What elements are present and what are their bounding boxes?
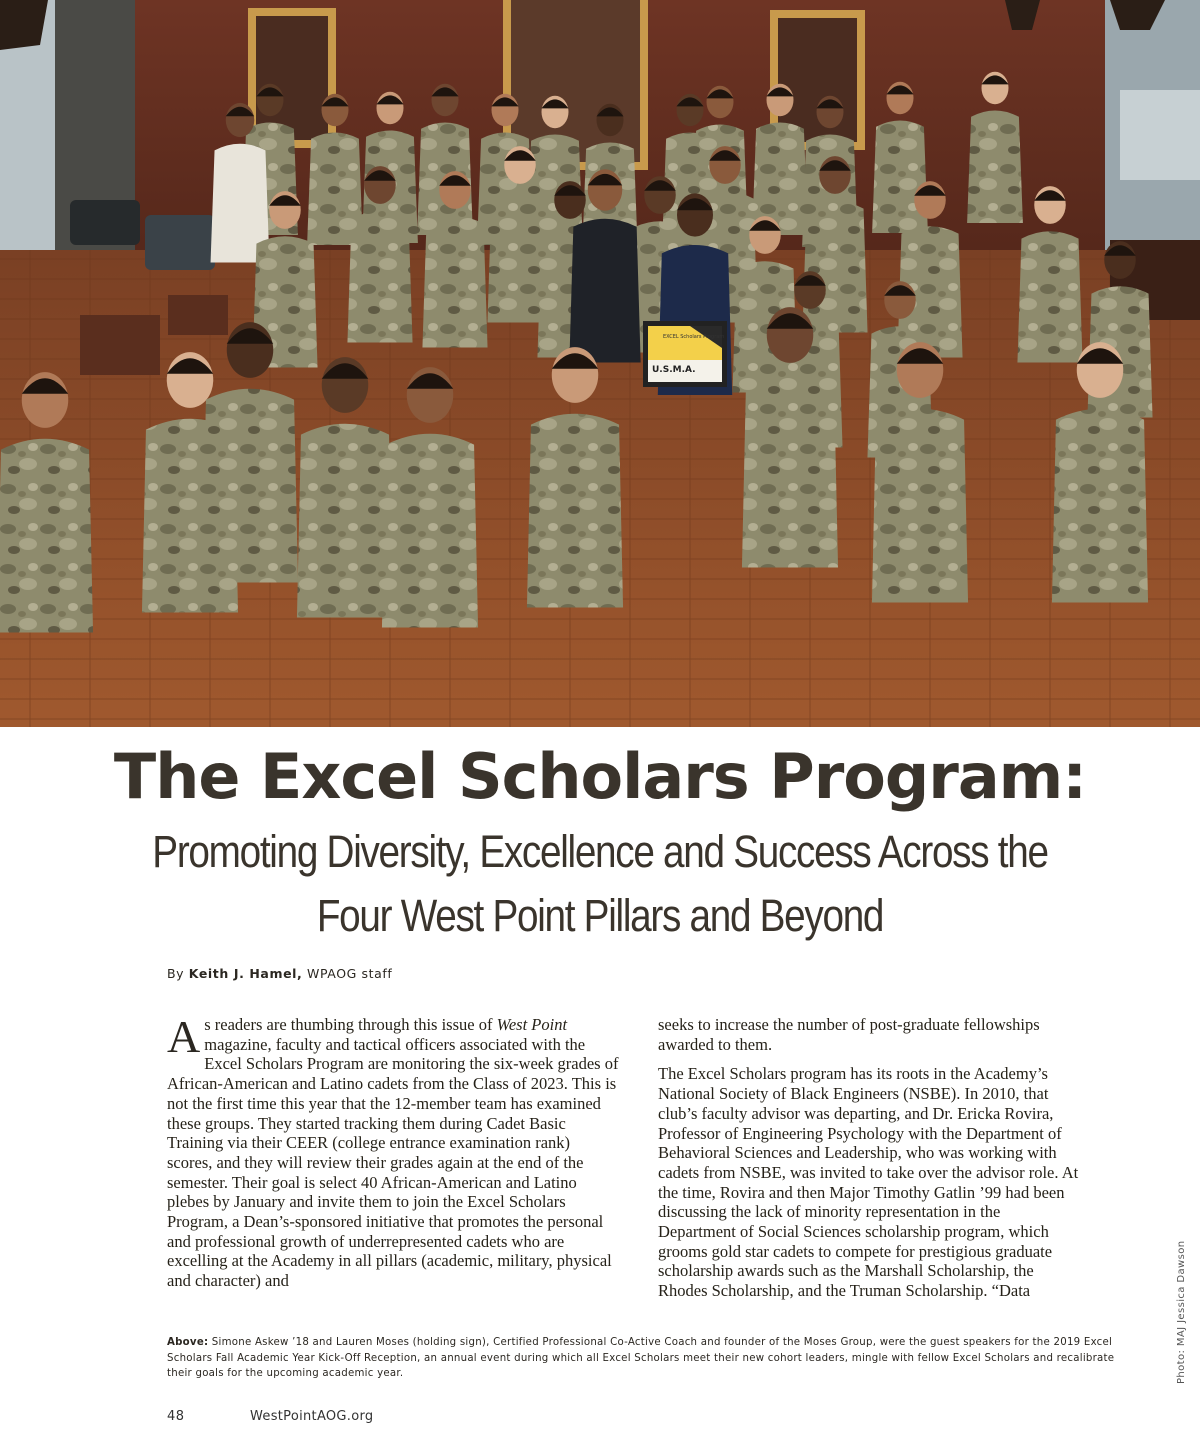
- article-paragraph: [167, 1011, 619, 1291]
- photo-caption: [167, 1335, 1122, 1382]
- paragraph-text: magazine, faculty and tactical officers associated with the Excel Scholars Program are monitoring the six-week grades of African-American and Latino cadets from the Class of 2023. This is not the first time this year that the 12-member team has examined these groups. They started tracking them during Cadet Basic Training via their CEER (college entrance examination rank) scores, and they will review their grades again at the end of the semester. Their goal is select 40 African-American and Latino plebes by January and invite them to join the Excel Scholars Program, a Dean’s-sponsored initiative that promotes the personal and professional growth of underrepresented cadets who are excelling at the Academy in all pillars (academic, military, physical and character) and: [167, 1034, 619, 1291]
- article-subtitle-line-1: Promoting Diversity, Excellence and Success Across the: [152, 826, 1048, 877]
- sign-small-text: EXCEL Scholars Program: [663, 334, 725, 340]
- magazine-name: West Point: [496, 1015, 568, 1034]
- photo-sign: [643, 321, 727, 387]
- byline-prefix: By: [167, 966, 185, 981]
- byline-affiliation: WPAOG staff: [306, 966, 393, 981]
- paragraph-text: s readers are thumbing through this issue of: [204, 1015, 497, 1034]
- article-title: The Excel Scholars Program:: [113, 740, 1087, 813]
- footer-site: WestPointAOG.org: [250, 1409, 374, 1424]
- article-column-2: [658, 1015, 1082, 1311]
- caption-text: Simone Askew ’18 and Lauren Moses (holding sign), Certified Professional Co-Active Coach and founder of the Moses Group, were the guest speakers for the 2019 Excel Scholars Fall Academic Year Kick-Off Reception, an annual event during which all Excel Scholars meet their new cohort leaders, mingle with fellow Excel Scholars and recalibrate their goals for the upcoming academic year.: [167, 1337, 1115, 1379]
- byline: [167, 966, 392, 981]
- photo-credit: Photo: MAJ Jessica Dawson: [1176, 1240, 1187, 1384]
- caption-label: Above:: [167, 1337, 209, 1348]
- article-paragraph: The Excel Scholars program has its roots in the Academy’s National Society of Black Engineers (NSBE). In 2010, that club’s faculty advisor was departing, and Dr. Ericka Rovira, Professor of Engineering Psychology with the Department of Behavioral Sciences and Leadership, who was working with cadets from NSBE, was invited to take over the advisor role. At the time, Rovira and then Major Timothy Gatlin ’99 had been discussing the lack of minority representation in the Department of Social Sciences scholarship program, which grooms gold star cadets to compete for prestigious graduate scholarship awards such as the Marshall Scholarship, the Rhodes Scholarship, and the Truman Scholarship. “Data: [658, 1064, 1079, 1301]
- article-paragraph: seeks to increase the number of post-graduate fellowships awarded to them.: [658, 1015, 1040, 1054]
- byline-author: Keith J. Hamel,: [188, 966, 303, 981]
- sign-text: U.S.M.A.: [652, 365, 696, 375]
- page-number: 48: [167, 1409, 185, 1424]
- article-column-1: [167, 1011, 619, 1301]
- drop-cap: A: [167, 1011, 201, 1062]
- article-subtitle-line-2: Four West Point Pillars and Beyond: [316, 890, 884, 941]
